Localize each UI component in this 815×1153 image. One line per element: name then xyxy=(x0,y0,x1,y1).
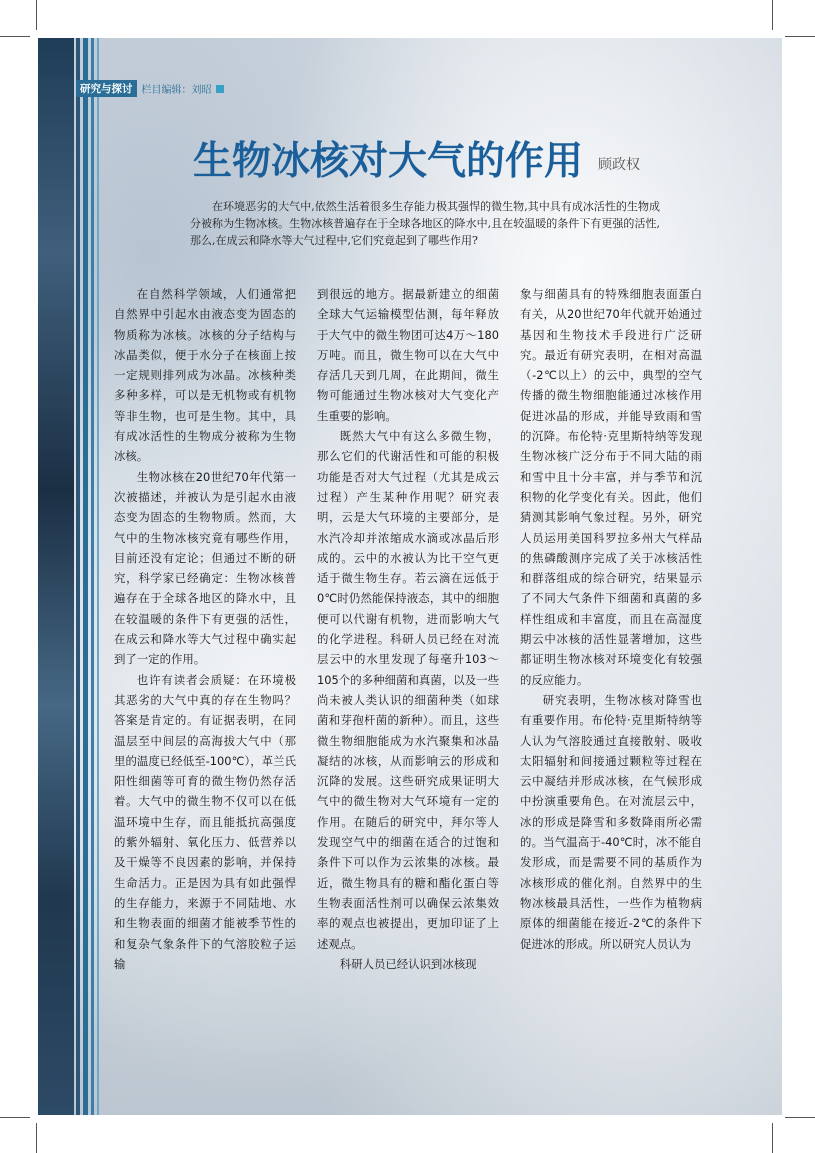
crop-mark xyxy=(772,0,773,30)
section-tag: 研究与探讨 xyxy=(76,80,137,97)
text-column-1 xyxy=(114,284,296,974)
crop-mark xyxy=(785,1117,815,1118)
body-paragraph: 科研人员已经认识到冰核现 xyxy=(339,956,477,971)
decorative-stripe xyxy=(76,38,80,1115)
decorative-stripe xyxy=(91,38,94,1115)
square-icon xyxy=(216,85,224,93)
body-paragraph: 也许有读者会质疑：在环境极其恶劣的大气中真的存在生物吗？答案是肯定的。有证据表明，在同温层至中间层的高海拔大气中（那里的温度已经低至-100℃），革兰氏阳性细菌等可育的微生物仍然存活着。大气中的微生物不仅可以在低温环境中生存，而且能抵抗高强度的紫外辐射、氧化压力、低营养以及干燥等不良因素的影响，并保持生命活力。正是因为具有如此强悍的生存能力，来源于不同陆地、水和生物表面的细菌才能被季节性的和复杂气象条件下的气溶胶粒子运输 xyxy=(114,672,296,971)
body-paragraph: 既然大气中有这么多微生物，那么它们的代谢活性和可能的积极功能是否对大气过程（尤其是成云过程）产生某种作用呢？研究表明，云是大气环境的主要部分，是水汽冷却并浓缩成水滴或冰晶后形成的。云中的水被认为比干空气更适于微生物生存。若云滴在远低于0℃时仍然能保持液态，其中的细胞便可以代谢有机物，进而影响大气的化学进程。科研人员已经在对流层云中的水里发现了每毫升103～105个的多种细菌和真菌，以及一些尚未被人类认识的细菌种类（如球菌和芽孢杆菌的新种）。而且，这些微生物细胞能成为水汽聚集和冰晶凝结的冰核，从而影响云的形成和沉降的发展。这些研究成果证明大气中的微生物对大气环境有一定的作用。在随后的研究中，拜尔等人发现空气中的细菌在适合的过饱和条件下可以作为云浓集的冰核。最近，微生物具有的糖和酯化蛋白等生物表面活性剂可以确保云浓集效率的观点也被提出，更加印证了上述观点。 xyxy=(317,429,499,951)
cloud-side-band xyxy=(38,38,74,1115)
crop-mark xyxy=(785,36,815,37)
article-abstract: 在环境恶劣的大气中,依然生活着很多生存能力极其强悍的微生物,其中具有成冰活性的生物成分被称为生物冰核。生物冰核普遍存在于全球各地区的降水中,且在较温暖的条件下有更强的活性,那么,在成云和降水等大气过程中,它们究竟起到了哪些作用? xyxy=(190,200,660,247)
crop-mark xyxy=(36,0,37,30)
body-paragraph: 生物冰核在20世纪70年代第一次被描述，并被认为是引起水由液态变为固态的生物物质。然而，大气中的生物冰核究竟有哪些作用，目前还没有定论；但通过不断的研究，科学家已经确定：生物冰核普遍存在于全球各地区的降水中，且在较温暖的条件下有更强的活性，在成云和降水等大气过程中确实起到了一定的作用。 xyxy=(114,469,296,667)
decorative-stripe xyxy=(97,38,99,1115)
editor-label: 栏目编辑：刘昭 xyxy=(141,85,212,96)
decorative-stripe xyxy=(83,38,88,1115)
body-paragraph: 象与细菌具有的特殊细胞表面蛋白有关，从20世纪70年代就开始通过基因和生物技术手段进行广泛研究。最近有研究表明，在相对高温（-2℃以上）的云中，典型的空气传播的微生物细胞能通过冰核作用促进冰晶的形成，并能导致雨和雪的沉降。布伦特·克里斯特纳等发现生物冰核广泛分布于不同大陆的雨和雪中且十分丰富，并与季节和沉积物的化学变化有关。因此，他们猜测其影响气象过程。另外，研究人员运用美国科罗拉多州大气样品的焦磷酸测序完成了关于冰核活性和群落组成的综合研究，结果显示了不同大气条件下细菌和真菌的多样性组成和丰富度，而且在高湿度期云中冰核的活性显著增加，这些都证明生物冰核对环境变化有较强的反应能力。 xyxy=(520,287,702,687)
section-header xyxy=(76,80,224,97)
crop-mark xyxy=(0,1117,30,1118)
body-paragraph: 研究表明，生物冰核对降雪也有重要作用。布伦特·克里斯特纳等人认为气溶胶通过直接散射、吸收太阳辐射和间接通过颗粒等过程在云中凝结并形成冰核，在气候形成中扮演重要角色。在对流层云中，冰的形成是降雪和多数降雨所必需的。当气温高于-40℃时，冰不能自发形成，而是需要不同的基质作为冰核形成的催化剂。自然界中的生物冰核最具活性，一些作为植物病原体的细菌能在接近-2℃的条件下促进冰的形成。所以研究人员认为 xyxy=(520,692,702,951)
crop-mark xyxy=(772,1123,773,1153)
body-paragraph: 到很远的地方。据最新建立的细菌全球大气运输模型估测，每年释放于大气中的微生物团可达4万～180万吨。而且，微生物可以在大气中存活几天到几周，在此期间，微生物可能通过生物冰核对大气变化产生重要的影响。 xyxy=(317,287,499,423)
article-title: 生物冰核对大气的作用 xyxy=(193,139,584,184)
text-column-2 xyxy=(317,284,499,974)
magazine-page xyxy=(38,38,782,1115)
body-paragraph: 在自然科学领域，人们通常把自然界中引起水由液态变为固态的物质称为冰核。冰核的分子结构与冰晶类似，便于水分子在核面上按一定规则排列成为冰晶。冰核种类多种多样，可以是无机物或有机物等非生物，也可是生物。其中，具有成冰活性的生物成分被称为生物冰核。 xyxy=(114,287,296,464)
article-author: 顾政权 xyxy=(598,157,640,173)
crop-mark xyxy=(0,36,30,37)
text-column-3 xyxy=(520,284,702,954)
crop-mark xyxy=(36,1123,37,1153)
